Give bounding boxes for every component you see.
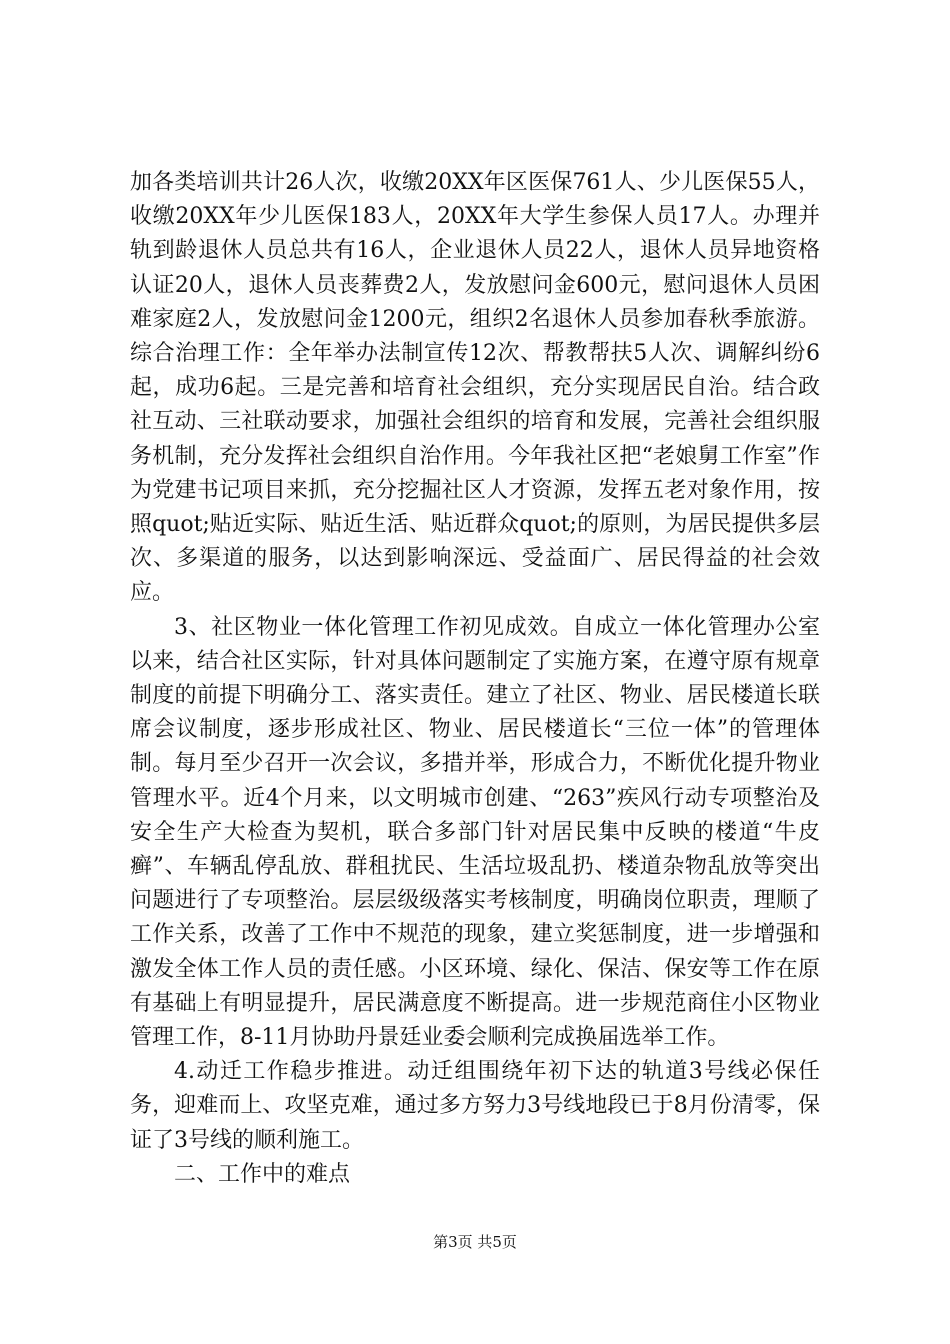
page-number: 第3页 共5页 — [433, 1233, 517, 1251]
document-body — [130, 166, 820, 1192]
paragraph-3: 4.动迁工作稳步推进。动迁组围绕年初下达的轨道3号线必保任务，迎难而上、攻坚克难，通过多方努力3号线地段已于8月份清零，保证了3号线的顺利施工。 — [130, 1059, 820, 1153]
section-heading: 二、工作中的难点 — [174, 1161, 351, 1187]
paragraph-2: 3、社区物业一体化管理工作初见成效。自成立一体化管理办公室以来，结合社区实际，针对具体问题制定了实施方案，在遵守原有规章制度的前提下明确分工、落实责任。建立了社区、物业、居民楼道长联席会议制度，逐步形成社区、物业、居民楼道长“三位一体”的管理体制。每月至少召开一次会议，多措并举，形成合力，不断优化提升物业管理水平。近4个月来，以文明城市创建、“263”疾风行动专项整治及安全生产大检查为契机，联合多部门针对居民集中反映的楼道“牛皮癣”、车辆乱停乱放、群租扰民、生活垃圾乱扔、楼道杂物乱放等突出问题进行了专项整治。层层级级落实考核制度，明确岗位职责，理顺了工作关系，改善了工作中不规范的现象，建立奖惩制度，进一步增强和激发全体工作人员的责任感。小区环境、绿化、保洁、保安等工作在原有基础上有明显提升，居民满意度不断提高。进一步规范商住小区物业管理工作，8-11月协助丹景廷业委会顺利完成换届选举工作。 — [130, 614, 820, 1051]
paragraph-1: 加各类培训共计26人次，收缴20XX年区医保761人、少儿医保55人，收缴20XX年少儿医保183人，20XX年大学生参保人员17人。办理并轨到龄退休人员总共有16人，企业退休人员22人，退休人员异地资格认证20人，退休人员丧葬费2人，发放慰问金600元，慰问退休人员困难家庭2人，发放慰问金1200元，组织2名退休人员参加春秋季旅游。综合治理工作：全年举办法制宣传12次、帮教帮扶5人次、调解纠纷6起，成功6起。三是完善和培育社会组织，充分实现居民自治。结合政社互动、三社联动要求，加强社会组织的培育和发展，完善社会组织服务机制，充分发挥社会组织自治作用。今年我社区把“老娘舅工作室”作为党建书记项目来抓，充分挖掘社区人才资源，发挥五老对象作用，按照quot;贴近实际、贴近生活、贴近群众quot;的原则，为居民提供多层次、多渠道的服务，以达到影响深远、受益面广、居民得益的社会效应。 — [130, 170, 820, 606]
